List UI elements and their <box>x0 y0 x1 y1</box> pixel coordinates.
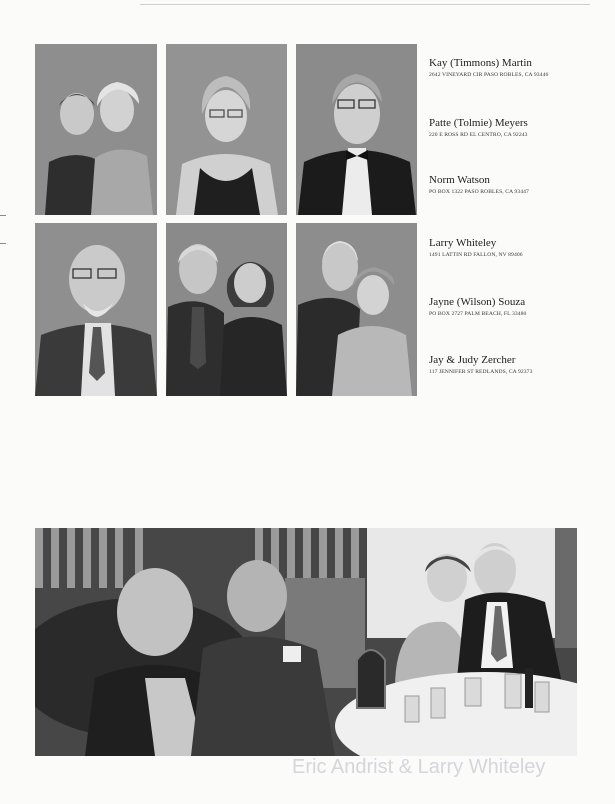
margin-mark <box>0 243 6 244</box>
entry-address: PO BOX 1322 PASO ROBLES, CA 93447 <box>429 189 529 195</box>
entry-name: Kay (Timmons) Martin <box>429 57 532 69</box>
entry-kay-martin <box>429 57 609 79</box>
portrait-photo-couple-women <box>35 44 157 215</box>
portrait-photo-couple <box>296 223 417 396</box>
portrait-photo-man-tuxedo <box>296 44 417 215</box>
entry-larry-whiteley <box>429 237 609 259</box>
group-reunion-photo <box>35 528 577 756</box>
entry-jayne-souza <box>429 296 609 318</box>
page-top-rule <box>140 4 590 5</box>
watermark-text: Eric Andrist & Larry Whiteley <box>292 756 546 778</box>
portrait-photo-couple <box>166 223 287 396</box>
entry-name: Jay & Judy Zercher <box>429 354 516 366</box>
entry-address: 2642 VINEYARD CIR PASO ROBLES, CA 93446 <box>429 72 549 78</box>
portrait-photo-man-glasses <box>35 223 157 396</box>
entry-address: 117 JENNIFER ST REDLANDS, CA 92373 <box>429 369 533 375</box>
portrait-photo-woman <box>166 44 287 215</box>
entry-name: Larry Whiteley <box>429 237 497 249</box>
entry-name: Norm Watson <box>429 174 490 186</box>
entry-address: 220 E ROSS RD EL CENTRO, CA 92243 <box>429 132 528 138</box>
margin-mark <box>0 215 6 216</box>
entry-patte-meyers <box>429 117 609 139</box>
entry-norm-watson <box>429 174 609 196</box>
entry-jay-judy-zercher <box>429 354 609 376</box>
entry-name: Jayne (Wilson) Souza <box>429 296 526 308</box>
entry-address: PO BOX 2727 PALM BEACH, FL 33480 <box>429 311 527 317</box>
entry-address: 1491 LATTIN RD FALLON, NV 89406 <box>429 252 523 258</box>
entry-name: Patte (Tolmie) Meyers <box>429 117 528 129</box>
